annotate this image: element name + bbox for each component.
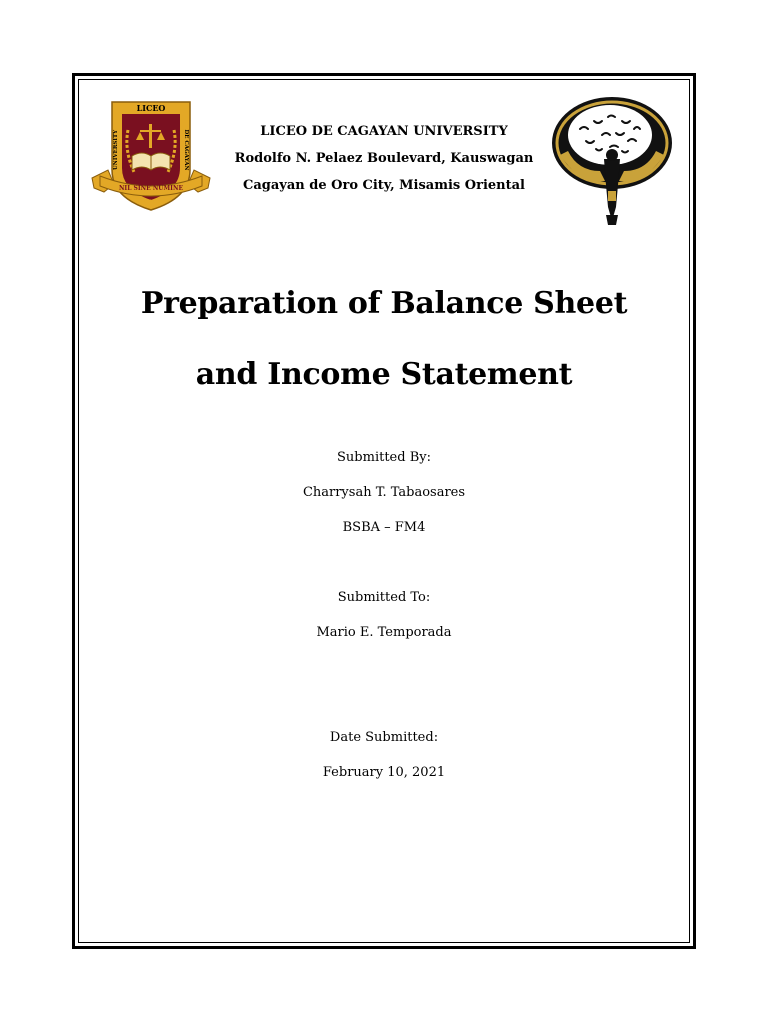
date-submitted-value: February 10, 2021 [322,765,446,780]
university-seal-icon [90,100,212,212]
course-section: BSBA – FM4 [342,520,426,535]
title-line1: Preparation of Balance Sheet [140,286,628,321]
submitted-to-label: Submitted To: [337,590,431,605]
seal-year-text: MCMLV [140,199,162,205]
university-header [220,118,548,199]
seal-motto-text: NIL SINE NUMINE [118,185,184,192]
document-title [82,268,686,410]
atlas-globe-emblem-icon [550,95,678,227]
university-address-line1: Rodolfo N. Pelaez Boulevard, Kauswagan [234,151,534,166]
date-submitted-label: Date Submitted: [329,730,439,745]
instructor-name: Mario E. Temporada [316,625,452,640]
submitted-by-label: Submitted By: [337,450,431,465]
student-name: Charrysah T. Tabaosares [302,485,466,500]
seal-right-text: DE CAGAYAN [183,129,189,171]
seal-top-text: LICEO [136,103,166,113]
seal-left-text: UNIVERSITY [113,130,119,170]
university-name: LICEO DE CAGAYAN UNIVERSITY [260,124,508,139]
title-line2: and Income Statement [195,357,573,392]
university-address-line2: Cagayan de Oro City, Misamis Oriental [243,178,525,193]
